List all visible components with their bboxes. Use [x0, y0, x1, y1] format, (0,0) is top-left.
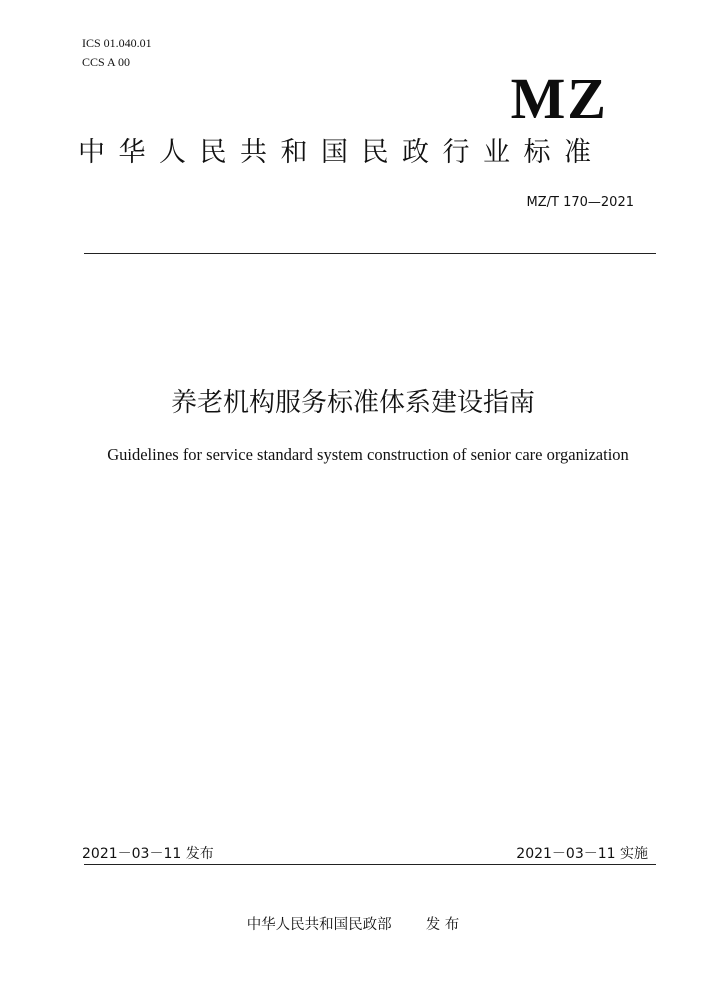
footer-divider: [84, 864, 656, 865]
mz-logo: MZ: [510, 66, 608, 131]
implement-date: 2021－03－11 实施: [516, 846, 648, 862]
ccs-code: CCS A 00: [82, 55, 131, 69]
ics-code: ICS 01.040.01: [82, 36, 152, 50]
issuer-action: 发 布: [425, 917, 460, 933]
standard-number: MZ/T 170—2021: [526, 195, 634, 210]
document-title-english: Guidelines for service standard system construction of senior care organization: [107, 445, 629, 464]
issuer-name: 中华人民共和国民政部: [246, 917, 392, 933]
publish-date: 2021－03－11 发布: [82, 846, 214, 862]
document-title-chinese: 养老机构服务标准体系建设指南: [170, 388, 535, 418]
issuer-line: [0, 916, 706, 934]
header-divider: [84, 253, 656, 254]
standard-type-heading: 中华人民共和国民政行业标准: [78, 137, 605, 168]
